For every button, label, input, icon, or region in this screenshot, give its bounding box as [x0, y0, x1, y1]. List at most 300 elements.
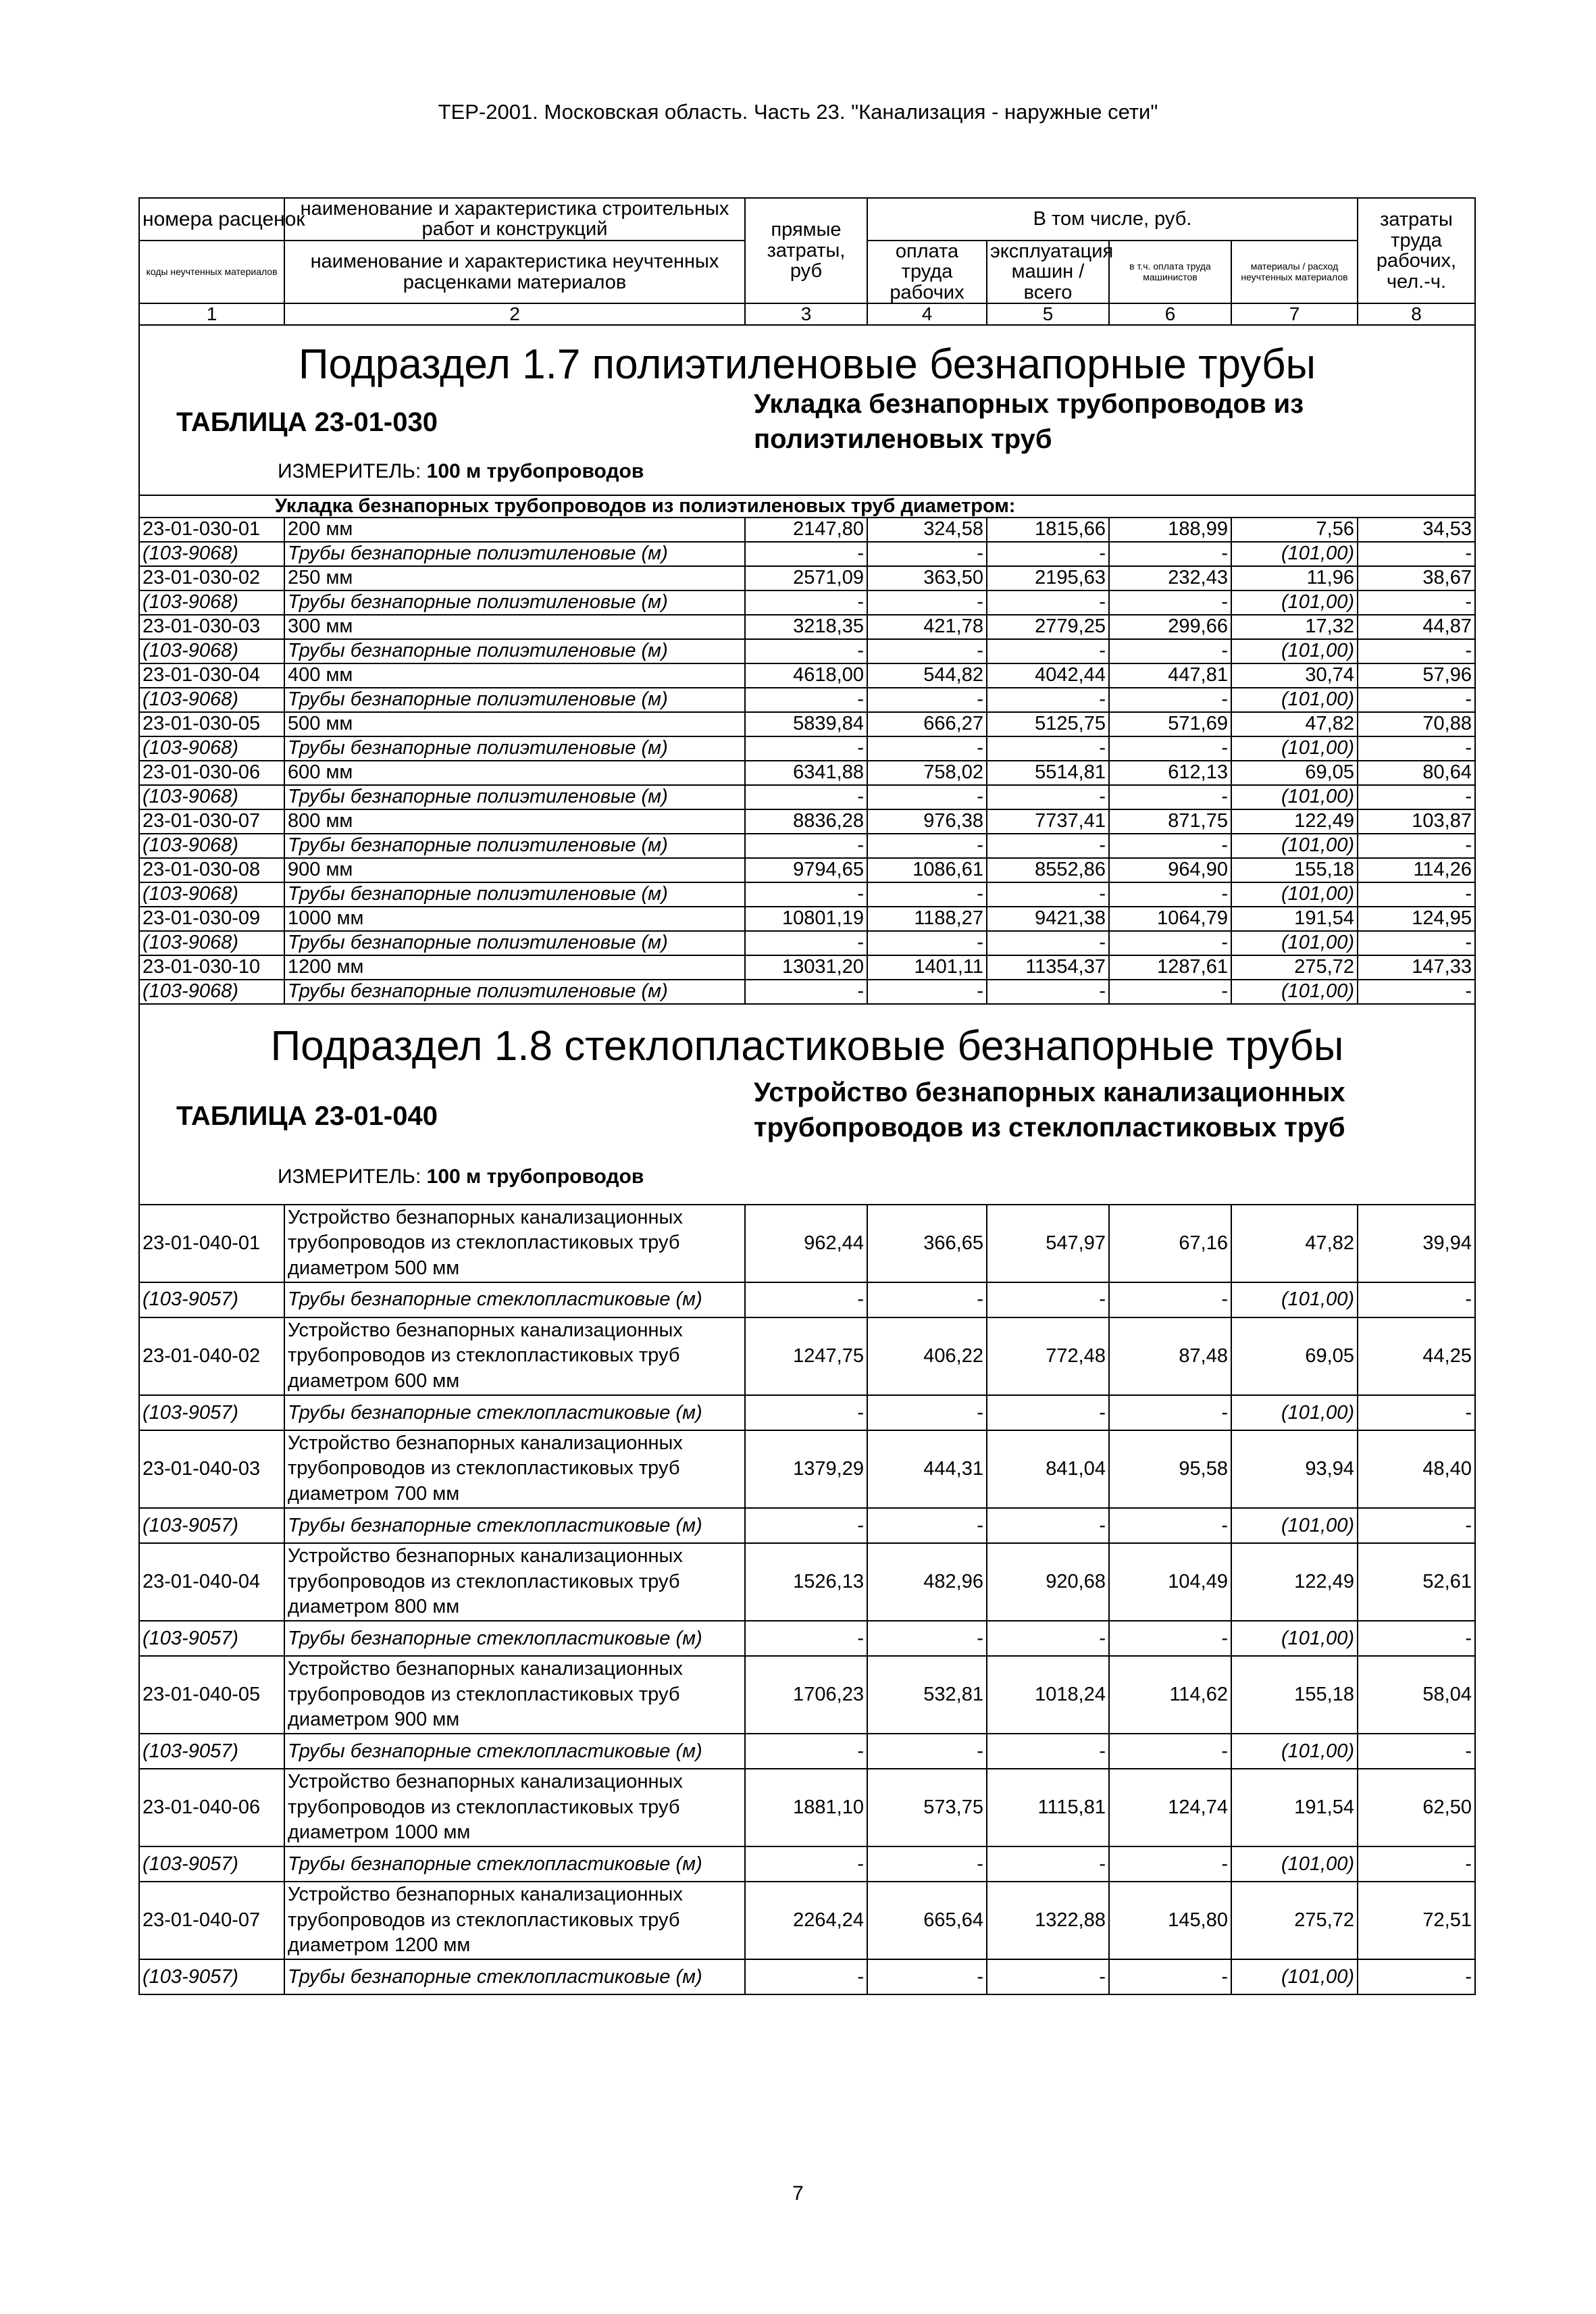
material-row — [139, 931, 1475, 955]
rate-value-c7: 275,72 — [1231, 1882, 1358, 1959]
rate-value-c6: 571,69 — [1109, 712, 1231, 736]
rate-value-c8: 38,67 — [1358, 566, 1475, 590]
empty-value: - — [745, 1282, 867, 1317]
rate-value-c7: 191,54 — [1231, 1769, 1358, 1846]
material-quantity: (101,00) — [1231, 688, 1358, 712]
empty-value: - — [867, 1395, 987, 1430]
rate-value-c3: 8836,28 — [745, 809, 867, 834]
table-caption — [143, 1068, 1472, 1166]
rate-value-c5: 841,04 — [987, 1430, 1109, 1508]
rate-value-c5: 2779,25 — [987, 615, 1109, 639]
rate-code: 23-01-030-07 — [139, 809, 284, 834]
rate-row — [139, 955, 1475, 980]
empty-value: - — [1109, 1508, 1231, 1543]
empty-value: - — [745, 639, 867, 663]
material-quantity: (101,00) — [1231, 1846, 1358, 1882]
rate-value-c6: 145,80 — [1109, 1882, 1231, 1959]
material-quantity: (101,00) — [1231, 1508, 1358, 1543]
rate-value-c5: 1322,88 — [987, 1882, 1109, 1959]
material-code: (103-9068) — [139, 590, 284, 615]
rate-value-c3: 962,44 — [745, 1205, 867, 1282]
material-name: Трубы безнапорные полиэтиленовые (м) — [284, 639, 745, 663]
material-row — [139, 785, 1475, 809]
rate-value-c3: 1526,13 — [745, 1543, 867, 1621]
rate-value-c5: 1115,81 — [987, 1769, 1109, 1846]
rate-code: 23-01-030-03 — [139, 615, 284, 639]
table-description: Устройство безнапорных канализационных трубопроводов из стеклопластиковых труб — [754, 1078, 1345, 1143]
rate-name: Устройство безнапорных канализационных трубопроводов из стеклопластиковых труб диаметром 1000 мм — [284, 1769, 745, 1846]
rate-value-c6: 232,43 — [1109, 566, 1231, 590]
empty-value: - — [745, 1621, 867, 1656]
rate-value-c3: 13031,20 — [745, 955, 867, 980]
col-header-direct-costs: прямые затраты, руб — [745, 198, 867, 303]
page-number: 7 — [792, 2182, 804, 2205]
table-caption — [143, 386, 1472, 461]
empty-value: - — [1109, 980, 1231, 1004]
rates-document — [138, 197, 1474, 1995]
empty-value: - — [867, 1282, 987, 1317]
rate-row — [139, 809, 1475, 834]
rate-value-c6: 964,90 — [1109, 858, 1231, 882]
material-code: (103-9057) — [139, 1508, 284, 1543]
empty-value: - — [1358, 542, 1475, 566]
material-row — [139, 980, 1475, 1004]
section-1-rows — [139, 518, 1475, 1004]
rate-value-c5: 772,48 — [987, 1317, 1109, 1395]
rate-row — [139, 858, 1475, 882]
rate-value-c6: 124,74 — [1109, 1769, 1231, 1846]
rate-value-c3: 2571,09 — [745, 566, 867, 590]
col-number: 4 — [867, 303, 987, 325]
empty-value: - — [1109, 542, 1231, 566]
rate-value-c4: 758,02 — [867, 761, 987, 785]
rate-value-c6: 67,16 — [1109, 1205, 1231, 1282]
material-code: (103-9068) — [139, 980, 284, 1004]
material-name: Трубы безнапорные стеклопластиковые (м) — [284, 1621, 745, 1656]
rate-value-c5: 11354,37 — [987, 955, 1109, 980]
rate-value-c5: 5514,81 — [987, 761, 1109, 785]
material-code: (103-9057) — [139, 1395, 284, 1430]
rate-value-c4: 406,22 — [867, 1317, 987, 1395]
rate-value-c4: 532,81 — [867, 1656, 987, 1734]
empty-value: - — [1358, 980, 1475, 1004]
empty-value: - — [987, 785, 1109, 809]
empty-value: - — [1358, 1508, 1475, 1543]
material-name: Трубы безнапорные полиэтиленовые (м) — [284, 785, 745, 809]
rate-code: 23-01-040-03 — [139, 1430, 284, 1508]
material-row — [139, 1959, 1475, 1994]
empty-value: - — [745, 736, 867, 761]
empty-value: - — [745, 1846, 867, 1882]
rate-row — [139, 1769, 1475, 1846]
empty-value: - — [1358, 1846, 1475, 1882]
col-header-materials: материалы / расход неучтенных материалов — [1231, 241, 1358, 303]
empty-value: - — [867, 1959, 987, 1994]
rate-row — [139, 518, 1475, 542]
rate-value-c4: 421,78 — [867, 615, 987, 639]
empty-value: - — [1109, 1621, 1231, 1656]
rate-value-c4: 1401,11 — [867, 955, 987, 980]
rate-code: 23-01-040-07 — [139, 1882, 284, 1959]
measure-unit: ИЗМЕРИТЕЛЬ: 100 м трубопроводов — [278, 459, 644, 482]
empty-value: - — [987, 736, 1109, 761]
rate-value-c7: 122,49 — [1231, 1543, 1358, 1621]
rate-value-c8: 39,94 — [1358, 1205, 1475, 1282]
col-header-material-name: наименование и характеристика неучтенных расценками материалов — [284, 241, 745, 303]
rate-code: 23-01-030-01 — [139, 518, 284, 542]
rate-code: 23-01-040-06 — [139, 1769, 284, 1846]
section-2-header-body — [139, 1004, 1475, 1205]
empty-value: - — [1358, 736, 1475, 761]
rate-value-c4: 366,65 — [867, 1205, 987, 1282]
section-2-header — [139, 1004, 1475, 1205]
empty-value: - — [867, 639, 987, 663]
col-number: 7 — [1231, 303, 1358, 325]
rate-value-c8: 48,40 — [1358, 1430, 1475, 1508]
empty-value: - — [1109, 834, 1231, 858]
material-row — [139, 1395, 1475, 1430]
rate-value-c7: 275,72 — [1231, 955, 1358, 980]
material-quantity: (101,00) — [1231, 1959, 1358, 1994]
rate-value-c6: 612,13 — [1109, 761, 1231, 785]
material-name: Трубы безнапорные стеклопластиковые (м) — [284, 1395, 745, 1430]
empty-value: - — [867, 882, 987, 907]
material-row — [139, 1734, 1475, 1769]
empty-value: - — [1109, 688, 1231, 712]
col-number: 2 — [284, 303, 745, 325]
empty-value: - — [987, 980, 1109, 1004]
empty-value: - — [1109, 1734, 1231, 1769]
material-row — [139, 1508, 1475, 1543]
rate-value-c6: 95,58 — [1109, 1430, 1231, 1508]
empty-value: - — [867, 1734, 987, 1769]
empty-value: - — [1358, 688, 1475, 712]
empty-value: - — [745, 688, 867, 712]
material-row — [139, 1846, 1475, 1882]
rate-code: 23-01-040-04 — [139, 1543, 284, 1621]
rate-row — [139, 712, 1475, 736]
rate-code: 23-01-030-04 — [139, 663, 284, 688]
empty-value: - — [1109, 1395, 1231, 1430]
rate-row — [139, 907, 1475, 931]
rate-value-c3: 1247,75 — [745, 1317, 867, 1395]
empty-value: - — [1109, 882, 1231, 907]
rate-value-c4: 1086,61 — [867, 858, 987, 882]
rate-row — [139, 761, 1475, 785]
empty-value: - — [745, 1395, 867, 1430]
rate-name: 500 мм — [284, 712, 745, 736]
rate-value-c3: 9794,65 — [745, 858, 867, 882]
material-row — [139, 542, 1475, 566]
rate-name: Устройство безнапорных канализационных трубопроводов из стеклопластиковых труб диаметром 700 мм — [284, 1430, 745, 1508]
empty-value: - — [1109, 736, 1231, 761]
material-quantity: (101,00) — [1231, 639, 1358, 663]
rate-value-c7: 47,82 — [1231, 712, 1358, 736]
rate-value-c8: 58,04 — [1358, 1656, 1475, 1734]
material-code: (103-9068) — [139, 882, 284, 907]
rate-row — [139, 663, 1475, 688]
material-row — [139, 736, 1475, 761]
col-header-rate-number: номера расценок — [139, 198, 284, 241]
material-quantity: (101,00) — [1231, 1621, 1358, 1656]
rate-value-c7: 191,54 — [1231, 907, 1358, 931]
empty-value: - — [987, 542, 1109, 566]
rate-value-c8: 52,61 — [1358, 1543, 1475, 1621]
material-quantity: (101,00) — [1231, 834, 1358, 858]
rate-code: 23-01-040-02 — [139, 1317, 284, 1395]
col-number: 5 — [987, 303, 1109, 325]
empty-value: - — [867, 1846, 987, 1882]
rate-code: 23-01-030-02 — [139, 566, 284, 590]
material-row — [139, 834, 1475, 858]
rate-value-c5: 1815,66 — [987, 518, 1109, 542]
rate-value-c6: 447,81 — [1109, 663, 1231, 688]
rate-value-c3: 4618,00 — [745, 663, 867, 688]
empty-value: - — [745, 590, 867, 615]
section-2-rows — [139, 1205, 1475, 1994]
rate-name: 1200 мм — [284, 955, 745, 980]
empty-value: - — [867, 931, 987, 955]
material-name: Трубы безнапорные полиэтиленовые (м) — [284, 590, 745, 615]
column-numbers-row — [139, 303, 1475, 325]
rate-code: 23-01-030-09 — [139, 907, 284, 931]
rate-value-c3: 1881,10 — [745, 1769, 867, 1846]
material-code: (103-9057) — [139, 1846, 284, 1882]
rate-value-c7: 11,96 — [1231, 566, 1358, 590]
material-code: (103-9057) — [139, 1621, 284, 1656]
empty-value: - — [745, 882, 867, 907]
rate-value-c3: 2264,24 — [745, 1882, 867, 1959]
empty-value: - — [867, 1621, 987, 1656]
col-number: 6 — [1109, 303, 1231, 325]
empty-value: - — [745, 980, 867, 1004]
material-code: (103-9068) — [139, 639, 284, 663]
col-number: 3 — [745, 303, 867, 325]
rate-value-c7: 30,74 — [1231, 663, 1358, 688]
rate-name: 900 мм — [284, 858, 745, 882]
rate-value-c4: 666,27 — [867, 712, 987, 736]
rate-value-c7: 93,94 — [1231, 1430, 1358, 1508]
rate-value-c8: 44,87 — [1358, 615, 1475, 639]
empty-value: - — [867, 834, 987, 858]
material-code: (103-9068) — [139, 931, 284, 955]
material-code: (103-9068) — [139, 785, 284, 809]
material-code: (103-9068) — [139, 688, 284, 712]
col-header-operators-pay: в т.ч. оплата труда машинистов — [1109, 241, 1231, 303]
subheading: Укладка безнапорных трубопроводов из полиэтиленовых труб диаметром: — [139, 495, 1475, 517]
rate-value-c5: 5125,75 — [987, 712, 1109, 736]
rate-value-c4: 976,38 — [867, 809, 987, 834]
rate-value-c8: 70,88 — [1358, 712, 1475, 736]
empty-value: - — [745, 785, 867, 809]
rate-name: Устройство безнапорных канализационных трубопроводов из стеклопластиковых труб диаметром 500 мм — [284, 1205, 745, 1282]
rates-table — [138, 197, 1476, 1995]
empty-value: - — [1358, 639, 1475, 663]
rate-name: Устройство безнапорных канализационных трубопроводов из стеклопластиковых труб диаметром 1200 мм — [284, 1882, 745, 1959]
empty-value: - — [987, 1734, 1109, 1769]
rate-value-c4: 363,50 — [867, 566, 987, 590]
empty-value: - — [1109, 639, 1231, 663]
material-row — [139, 1282, 1475, 1317]
empty-value: - — [987, 1508, 1109, 1543]
rate-value-c3: 10801,19 — [745, 907, 867, 931]
rate-name: Устройство безнапорных канализационных трубопроводов из стеклопластиковых труб диаметром 800 мм — [284, 1543, 745, 1621]
rate-row — [139, 1430, 1475, 1508]
empty-value: - — [987, 1395, 1109, 1430]
rate-value-c8: 57,96 — [1358, 663, 1475, 688]
rate-value-c3: 2147,80 — [745, 518, 867, 542]
empty-value: - — [867, 785, 987, 809]
rate-value-c3: 1706,23 — [745, 1656, 867, 1734]
rate-value-c5: 920,68 — [987, 1543, 1109, 1621]
rate-value-c6: 188,99 — [1109, 518, 1231, 542]
rate-value-c4: 665,64 — [867, 1882, 987, 1959]
rate-row — [139, 1205, 1475, 1282]
rate-value-c8: 44,25 — [1358, 1317, 1475, 1395]
empty-value: - — [1358, 1282, 1475, 1317]
rate-value-c7: 69,05 — [1231, 1317, 1358, 1395]
material-name: Трубы безнапорные стеклопластиковые (м) — [284, 1959, 745, 1994]
rate-name: 250 мм — [284, 566, 745, 590]
rate-value-c6: 1064,79 — [1109, 907, 1231, 931]
empty-value: - — [1109, 785, 1231, 809]
material-name: Трубы безнапорные полиэтиленовые (м) — [284, 542, 745, 566]
empty-value: - — [1358, 590, 1475, 615]
material-row — [139, 639, 1475, 663]
empty-value: - — [745, 1959, 867, 1994]
empty-value: - — [987, 1959, 1109, 1994]
rate-value-c6: 104,49 — [1109, 1543, 1231, 1621]
rate-value-c8: 147,33 — [1358, 955, 1475, 980]
rate-name: 600 мм — [284, 761, 745, 785]
rate-value-c8: 34,53 — [1358, 518, 1475, 542]
material-name: Трубы безнапорные полиэтиленовые (м) — [284, 980, 745, 1004]
material-quantity: (101,00) — [1231, 785, 1358, 809]
rate-value-c4: 324,58 — [867, 518, 987, 542]
table-description: Укладка безнапорных трубопроводов из полиэтиленовых труб — [754, 388, 1304, 454]
empty-value: - — [1358, 1621, 1475, 1656]
rate-code: 23-01-040-01 — [139, 1205, 284, 1282]
empty-value: - — [987, 834, 1109, 858]
col-header-material-codes: коды неучтенных материалов — [139, 241, 284, 303]
rate-value-c7: 7,56 — [1231, 518, 1358, 542]
material-name: Трубы безнапорные стеклопластиковые (м) — [284, 1734, 745, 1769]
rate-value-c5: 9421,38 — [987, 907, 1109, 931]
table-name: ТАБЛИЦА 23-01-030 — [176, 407, 438, 437]
empty-value: - — [867, 590, 987, 615]
empty-value: - — [987, 1846, 1109, 1882]
empty-value: - — [1358, 931, 1475, 955]
empty-value: - — [867, 980, 987, 1004]
empty-value: - — [1109, 1282, 1231, 1317]
rate-value-c6: 299,66 — [1109, 615, 1231, 639]
material-code: (103-9068) — [139, 736, 284, 761]
material-name: Трубы безнапорные полиэтиленовые (м) — [284, 834, 745, 858]
rate-value-c6: 871,75 — [1109, 809, 1231, 834]
section-title: Подраздел 1.7 полиэтиленовые безнапорные трубы — [298, 341, 1316, 388]
rate-row — [139, 1656, 1475, 1734]
rate-row — [139, 615, 1475, 639]
material-name: Трубы безнапорные стеклопластиковые (м) — [284, 1846, 745, 1882]
rate-value-c8: 62,50 — [1358, 1769, 1475, 1846]
empty-value: - — [867, 542, 987, 566]
empty-value: - — [1358, 1395, 1475, 1430]
rate-value-c7: 155,18 — [1231, 1656, 1358, 1734]
rate-value-c3: 1379,29 — [745, 1430, 867, 1508]
col-number: 8 — [1358, 303, 1475, 325]
rate-value-c5: 1018,24 — [987, 1656, 1109, 1734]
rate-value-c5: 2195,63 — [987, 566, 1109, 590]
material-code: (103-9057) — [139, 1734, 284, 1769]
material-quantity: (101,00) — [1231, 542, 1358, 566]
measure-unit: ИЗМЕРИТЕЛЬ: 100 м трубопроводов — [278, 1165, 644, 1188]
empty-value: - — [1109, 931, 1231, 955]
material-name: Трубы безнапорные стеклопластиковые (м) — [284, 1282, 745, 1317]
rate-code: 23-01-030-08 — [139, 858, 284, 882]
empty-value: - — [1358, 785, 1475, 809]
rate-value-c4: 544,82 — [867, 663, 987, 688]
material-row — [139, 688, 1475, 712]
material-quantity: (101,00) — [1231, 980, 1358, 1004]
empty-value: - — [1358, 1734, 1475, 1769]
empty-value: - — [1358, 1959, 1475, 1994]
empty-value: - — [745, 1508, 867, 1543]
material-code: (103-9057) — [139, 1959, 284, 1994]
rate-value-c4: 482,96 — [867, 1543, 987, 1621]
empty-value: - — [867, 736, 987, 761]
rate-value-c5: 7737,41 — [987, 809, 1109, 834]
material-name: Трубы безнапорные полиэтиленовые (м) — [284, 882, 745, 907]
empty-value: - — [1358, 834, 1475, 858]
rate-value-c5: 8552,86 — [987, 858, 1109, 882]
col-header-labor-pay: оплата труда рабочих — [867, 241, 987, 303]
col-header-machines-total: эксплуатация машин / всего — [987, 241, 1109, 303]
table-name: ТАБЛИЦА 23-01-040 — [176, 1101, 438, 1132]
material-quantity: (101,00) — [1231, 931, 1358, 955]
empty-value: - — [1109, 1959, 1231, 1994]
empty-value: - — [987, 1621, 1109, 1656]
rate-value-c5: 4042,44 — [987, 663, 1109, 688]
rate-value-c8: 114,26 — [1358, 858, 1475, 882]
rate-value-c8: 80,64 — [1358, 761, 1475, 785]
rate-name: Устройство безнапорных канализационных трубопроводов из стеклопластиковых труб диаметром 900 мм — [284, 1656, 745, 1734]
empty-value: - — [745, 542, 867, 566]
empty-value: - — [987, 688, 1109, 712]
rate-name: 400 мм — [284, 663, 745, 688]
rate-code: 23-01-040-05 — [139, 1656, 284, 1734]
material-quantity: (101,00) — [1231, 736, 1358, 761]
rate-value-c7: 17,32 — [1231, 615, 1358, 639]
empty-value: - — [867, 1508, 987, 1543]
empty-value: - — [987, 882, 1109, 907]
rate-code: 23-01-030-10 — [139, 955, 284, 980]
rate-name: Устройство безнапорных канализационных трубопроводов из стеклопластиковых труб диаметром 600 мм — [284, 1317, 745, 1395]
col-number: 1 — [139, 303, 284, 325]
material-row — [139, 1621, 1475, 1656]
rate-value-c3: 3218,35 — [745, 615, 867, 639]
empty-value: - — [987, 931, 1109, 955]
rate-value-c8: 124,95 — [1358, 907, 1475, 931]
rate-value-c6: 87,48 — [1109, 1317, 1231, 1395]
rate-name: 200 мм — [284, 518, 745, 542]
rate-value-c4: 573,75 — [867, 1769, 987, 1846]
material-name: Трубы безнапорные полиэтиленовые (м) — [284, 688, 745, 712]
material-quantity: (101,00) — [1231, 1734, 1358, 1769]
rate-code: 23-01-030-06 — [139, 761, 284, 785]
rate-value-c6: 1287,61 — [1109, 955, 1231, 980]
empty-value: - — [745, 1734, 867, 1769]
material-name: Трубы безнапорные стеклопластиковые (м) — [284, 1508, 745, 1543]
